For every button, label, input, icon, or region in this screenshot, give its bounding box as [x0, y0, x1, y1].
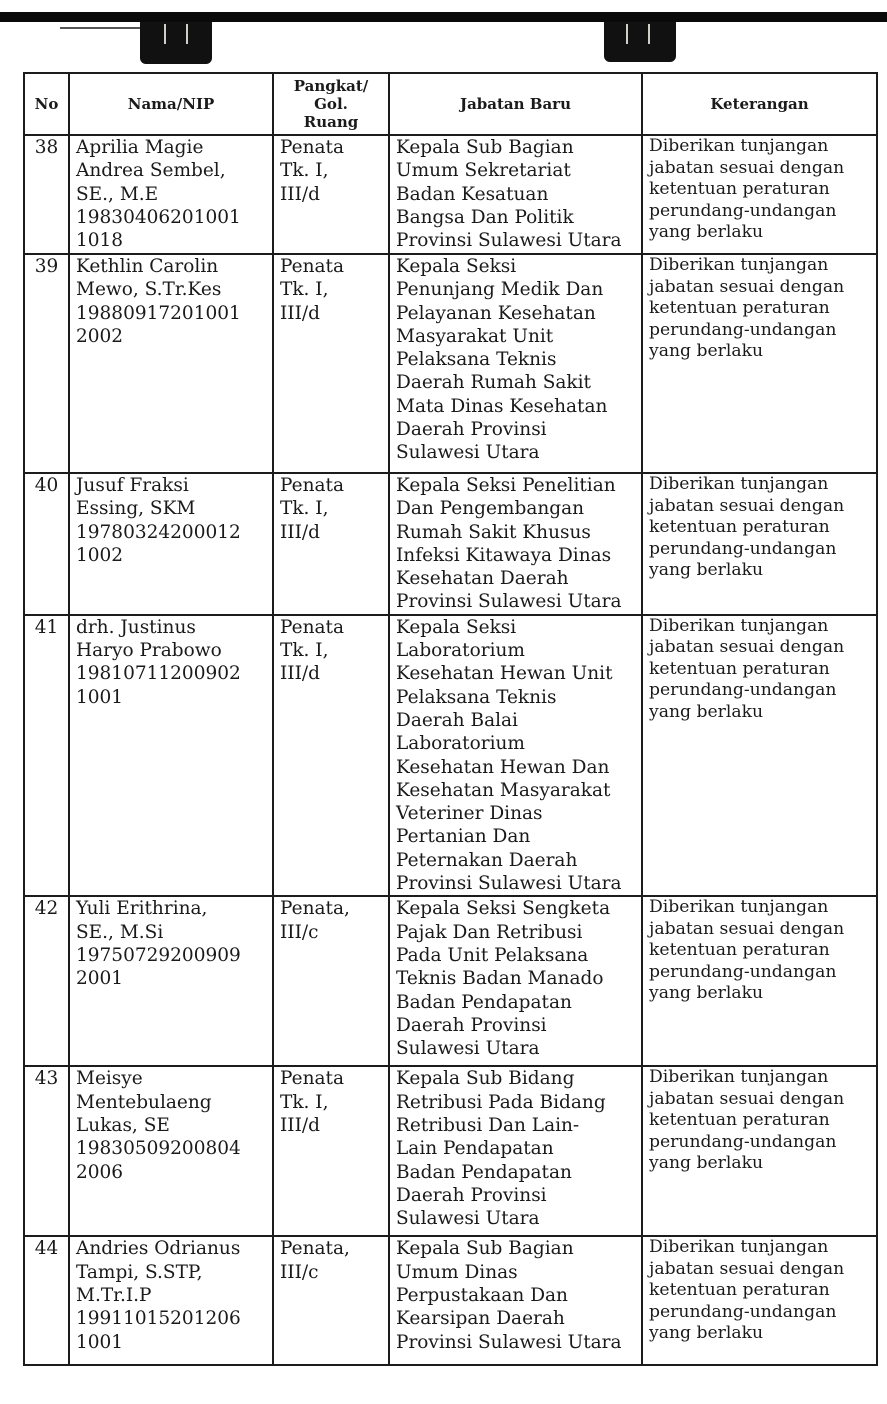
- cell-pangkat-line: Penata: [280, 475, 344, 496]
- cell-keterangan-line: jabatan sesuai dengan: [649, 1088, 845, 1109]
- cell-jabatan-baru-line: Masyarakat Unit: [396, 325, 554, 347]
- cell-keterangan-line: Diberikan tunjangan: [649, 474, 829, 494]
- cell-pangkat-line: Tk. I,: [280, 498, 329, 520]
- cell-jabatan-baru-line: Kepala Sub Bidang: [396, 1068, 575, 1090]
- cell-nama-nip-line: 19911015201206: [76, 1308, 241, 1330]
- cell-pangkat-line: III/c: [280, 921, 319, 943]
- cell-pangkat-line: III/d: [280, 663, 320, 685]
- cell-keterangan-line: perundang-undangan: [649, 1301, 837, 1322]
- cell-nama-nip-line: 19880917201001: [76, 302, 241, 324]
- binder-top-bar: [0, 12, 887, 22]
- cell-nama-nip-line: 2002: [76, 325, 124, 347]
- cell-jabatan-baru-line: Daerah Provinsi: [396, 1184, 547, 1206]
- cell-jabatan-baru-line: Sulawesi Utara: [396, 1038, 540, 1060]
- cell-keterangan-line: yang berlaku: [649, 983, 764, 1004]
- cell-keterangan-line: ketentuan peraturan: [649, 940, 830, 961]
- cell-jabatan-baru-line: Kesehatan Masyarakat: [396, 779, 611, 801]
- cell-jabatan-baru-line: Pertanian Dan: [396, 826, 531, 848]
- cell-nama-nip-line: 19810711200902: [76, 663, 241, 685]
- cell-nama-nip: [69, 1066, 273, 1236]
- cell-no: 41: [24, 615, 69, 897]
- cell-nama-nip-line: 19780324200012: [76, 521, 241, 543]
- cell-jabatan-baru-line: Daerah Balai: [396, 709, 518, 731]
- cell-pangkat-line: Penata,: [280, 1238, 350, 1260]
- cell-jabatan-baru-line: Pada Unit Pelaksana: [396, 944, 589, 966]
- cell-keterangan-line: yang berlaku: [649, 1153, 764, 1174]
- cell-keterangan: [642, 135, 877, 254]
- cell-keterangan-line: perundang-undangan: [649, 200, 837, 221]
- cell-keterangan-line: ketentuan peraturan: [649, 298, 830, 318]
- cell-pangkat: [273, 1236, 389, 1365]
- cell-keterangan-line: Diberikan tunjangan: [649, 136, 829, 156]
- cell-nama-nip-line: 1001: [76, 1331, 124, 1353]
- cell-jabatan-baru-line: Penunjang Medik Dan: [396, 279, 604, 301]
- cell-pangkat-line: III/d: [280, 521, 320, 543]
- header-pangkat-line: Pangkat/: [293, 77, 369, 95]
- cell-pangkat: [273, 135, 389, 254]
- header-pangkat-line: Ruang: [303, 113, 359, 131]
- cell-pangkat-line: III/c: [280, 1261, 319, 1283]
- cell-jabatan-baru-line: Laboratorium: [396, 733, 525, 755]
- cell-keterangan-line: jabatan sesuai dengan: [649, 637, 845, 658]
- cell-jabatan-baru: [389, 1066, 642, 1236]
- cell-pangkat-line: III/d: [280, 183, 320, 205]
- cell-jabatan-baru-line: Kepala Seksi Penelitian: [396, 475, 616, 496]
- header-pangkat-line: Gol.: [314, 95, 348, 113]
- cell-no: 38: [24, 135, 69, 254]
- table-row: [24, 1236, 877, 1365]
- cell-nama-nip-line: 1001: [76, 686, 124, 708]
- cell-pangkat: [273, 615, 389, 897]
- cell-keterangan-line: jabatan sesuai dengan: [649, 918, 845, 939]
- cell-nama-nip-line: Andries Odrianus: [76, 1238, 241, 1260]
- cell-keterangan-line: Diberikan tunjangan: [649, 1237, 829, 1258]
- cell-jabatan-baru-line: Kesehatan Daerah: [396, 568, 569, 590]
- cell-jabatan-baru-line: Kesehatan Hewan Unit: [396, 663, 613, 685]
- cell-jabatan-baru-line: Pelayanan Kesehatan: [396, 302, 596, 324]
- cell-keterangan-line: jabatan sesuai dengan: [649, 495, 845, 516]
- cell-keterangan: [642, 254, 877, 473]
- cell-nama-nip-line: drh. Justinus: [76, 616, 196, 638]
- cell-nama-nip-line: 19830509200804: [76, 1138, 241, 1160]
- table-row: [24, 254, 877, 473]
- cell-pangkat-line: Tk. I,: [280, 279, 329, 301]
- cell-jabatan-baru-line: Kepala Seksi: [396, 256, 517, 277]
- cell-keterangan-line: perundang-undangan: [649, 680, 837, 701]
- cell-jabatan-baru-line: Retribusi Dan Lain-: [396, 1114, 580, 1136]
- cell-jabatan-baru-line: Veteriner Dinas: [396, 803, 543, 825]
- cell-nama-nip-line: 1018: [76, 230, 124, 252]
- cell-nama-nip-line: Mewo, S.Tr.Kes: [76, 279, 222, 301]
- cell-keterangan-line: perundang-undangan: [649, 538, 837, 559]
- cell-jabatan-baru: [389, 1236, 642, 1365]
- cell-nama-nip-line: Meisye: [76, 1068, 143, 1090]
- cell-pangkat: [273, 473, 389, 615]
- personnel-table: [23, 72, 878, 1366]
- cell-pangkat: [273, 254, 389, 473]
- table-row: [24, 896, 877, 1066]
- cell-keterangan-line: perundang-undangan: [649, 1131, 837, 1152]
- cell-jabatan-baru-line: Teknis Badan Manado: [396, 968, 604, 990]
- cell-jabatan-baru-line: Kesehatan Hewan Dan: [396, 756, 610, 778]
- cell-nama-nip-line: SE., M.Si: [76, 921, 164, 943]
- cell-jabatan-baru-line: Provinsi Sulawesi Utara: [396, 230, 622, 252]
- cell-keterangan-line: Diberikan tunjangan: [649, 1067, 829, 1088]
- cell-jabatan-baru-line: Badan Kesatuan: [396, 183, 549, 205]
- cell-jabatan-baru: [389, 615, 642, 897]
- cell-jabatan-baru-line: Badan Pendapatan: [396, 991, 572, 1013]
- cell-pangkat-line: Penata,: [280, 898, 350, 920]
- header-nama-nip: Nama/NIP: [69, 73, 273, 135]
- cell-nama-nip-line: Lukas, SE: [76, 1114, 170, 1136]
- cell-no: 44: [24, 1236, 69, 1365]
- cell-jabatan-baru-line: Pelaksana Teknis: [396, 349, 557, 371]
- cell-keterangan-line: yang berlaku: [649, 701, 764, 722]
- cell-pangkat-line: III/d: [280, 302, 320, 324]
- cell-nama-nip-line: Kethlin Carolin: [76, 256, 219, 277]
- table-row: [24, 1066, 877, 1236]
- binder-clip-right: [604, 22, 676, 62]
- cell-jabatan-baru: [389, 896, 642, 1066]
- header-no: No: [24, 73, 69, 135]
- cell-jabatan-baru: [389, 135, 642, 254]
- cell-jabatan-baru-line: Umum Dinas: [396, 1261, 518, 1283]
- cell-jabatan-baru-line: Daerah Rumah Sakit: [396, 372, 591, 394]
- cell-jabatan-baru-line: Rumah Sakit Khusus: [396, 521, 591, 543]
- cell-nama-nip: [69, 473, 273, 615]
- table-row: [24, 615, 877, 897]
- cell-pangkat-line: Penata: [280, 256, 344, 277]
- cell-jabatan-baru-line: Infeksi Kitawaya Dinas: [396, 544, 612, 566]
- cell-keterangan: [642, 1236, 877, 1365]
- cell-nama-nip-line: Tampi, S.STP,: [76, 1261, 203, 1283]
- cell-keterangan-line: ketentuan peraturan: [649, 179, 830, 199]
- cell-jabatan-baru-line: Kepala Sub Bagian: [396, 137, 574, 158]
- header-pangkat: [273, 73, 389, 135]
- cell-pangkat-line: III/d: [280, 1114, 320, 1136]
- cell-keterangan-line: ketentuan peraturan: [649, 1280, 830, 1301]
- cell-no: 43: [24, 1066, 69, 1236]
- cell-keterangan: [642, 896, 877, 1066]
- cell-jabatan-baru-line: Retribusi Pada Bidang: [396, 1091, 606, 1113]
- cell-keterangan-line: Diberikan tunjangan: [649, 897, 829, 918]
- cell-nama-nip-line: Essing, SKM: [76, 498, 196, 520]
- table-row: [24, 473, 877, 615]
- cell-nama-nip-line: SE., M.E: [76, 183, 159, 205]
- cell-keterangan-line: jabatan sesuai dengan: [649, 1258, 845, 1279]
- cell-jabatan-baru-line: Kepala Seksi: [396, 616, 517, 638]
- cell-keterangan-line: perundang-undangan: [649, 961, 837, 982]
- cell-jabatan-baru-line: Umum Sekretariat: [396, 160, 571, 182]
- cell-nama-nip-line: 1002: [76, 544, 124, 566]
- cell-nama-nip: [69, 896, 273, 1066]
- cell-jabatan-baru-line: Provinsi Sulawesi Utara: [396, 873, 622, 895]
- cell-jabatan-baru-line: Sulawesi Utara: [396, 442, 540, 464]
- cell-pangkat-line: Penata: [280, 1068, 344, 1090]
- cell-nama-nip: [69, 135, 273, 254]
- cell-pangkat: [273, 896, 389, 1066]
- cell-jabatan-baru: [389, 254, 642, 473]
- cell-keterangan-line: jabatan sesuai dengan: [649, 157, 845, 178]
- cell-nama-nip-line: Mentebulaeng: [76, 1091, 212, 1113]
- table-header-row: [24, 73, 877, 135]
- cell-nama-nip-line: Andrea Sembel,: [76, 160, 226, 182]
- cell-jabatan-baru-line: Provinsi Sulawesi Utara: [396, 1331, 622, 1353]
- cell-keterangan-line: perundang-undangan: [649, 319, 837, 340]
- cell-nama-nip-line: M.Tr.I.P: [76, 1284, 152, 1306]
- cell-pangkat: [273, 1066, 389, 1236]
- cell-keterangan-line: yang berlaku: [649, 222, 764, 242]
- cell-nama-nip-line: 19750729200909: [76, 944, 241, 966]
- cell-pangkat-line: Tk. I,: [280, 160, 329, 182]
- cell-keterangan-line: ketentuan peraturan: [649, 658, 830, 679]
- cell-nama-nip-line: 2006: [76, 1161, 124, 1183]
- cell-keterangan: [642, 473, 877, 615]
- cell-jabatan-baru-line: Pajak Dan Retribusi: [396, 921, 583, 943]
- cell-no: 39: [24, 254, 69, 473]
- cell-jabatan-baru-line: Sulawesi Utara: [396, 1208, 540, 1230]
- cell-keterangan-line: ketentuan peraturan: [649, 517, 830, 537]
- header-keterangan: Keterangan: [642, 73, 877, 135]
- cell-keterangan-line: ketentuan peraturan: [649, 1110, 830, 1131]
- cell-jabatan-baru-line: Dan Pengembangan: [396, 498, 585, 520]
- cell-keterangan-line: Diberikan tunjangan: [649, 255, 829, 275]
- cell-keterangan-line: yang berlaku: [649, 341, 764, 361]
- cell-nama-nip-line: Yuli Erithrina,: [76, 898, 208, 920]
- cell-jabatan-baru-line: Perpustakaan Dan: [396, 1284, 568, 1306]
- cell-nama-nip: [69, 615, 273, 897]
- cell-keterangan: [642, 615, 877, 897]
- cell-jabatan-baru-line: Bangsa Dan Politik: [396, 206, 574, 228]
- cell-keterangan-line: jabatan sesuai dengan: [649, 276, 845, 297]
- cell-no: 40: [24, 473, 69, 615]
- cell-keterangan-line: yang berlaku: [649, 560, 764, 580]
- cell-pangkat-line: Penata: [280, 616, 344, 638]
- cell-jabatan-baru-line: Mata Dinas Kesehatan: [396, 395, 608, 417]
- cell-jabatan-baru-line: Daerah Provinsi: [396, 1014, 547, 1036]
- cell-jabatan-baru-line: Badan Pendapatan: [396, 1161, 572, 1183]
- cell-jabatan-baru-line: Lain Pendapatan: [396, 1138, 554, 1160]
- cell-pangkat-line: Penata: [280, 137, 344, 158]
- header-jabatan-baru: Jabatan Baru: [389, 73, 642, 135]
- cell-nama-nip-line: Jusuf Fraksi: [76, 475, 189, 496]
- cell-keterangan-line: Diberikan tunjangan: [649, 615, 829, 636]
- cell-keterangan: [642, 1066, 877, 1236]
- cell-jabatan-baru-line: Kepala Sub Bagian: [396, 1238, 574, 1260]
- table-row: [24, 135, 877, 254]
- cell-no: 42: [24, 896, 69, 1066]
- binder-clip-left: [140, 22, 212, 64]
- cell-jabatan-baru: [389, 473, 642, 615]
- cell-jabatan-baru-line: Pelaksana Teknis: [396, 686, 557, 708]
- cell-nama-nip-line: Aprilia Magie: [76, 137, 204, 158]
- cell-jabatan-baru-line: Provinsi Sulawesi Utara: [396, 591, 622, 613]
- cell-jabatan-baru-line: Peternakan Daerah: [396, 849, 578, 871]
- cell-nama-nip: [69, 254, 273, 473]
- cell-jabatan-baru-line: Kepala Seksi Sengketa: [396, 898, 611, 920]
- cell-keterangan-line: yang berlaku: [649, 1323, 764, 1344]
- cell-nama-nip-line: 2001: [76, 968, 124, 990]
- cell-nama-nip-line: 19830406201001: [76, 206, 241, 228]
- cell-pangkat-line: Tk. I,: [280, 640, 329, 662]
- cell-jabatan-baru-line: Kearsipan Daerah: [396, 1308, 565, 1330]
- cell-pangkat-line: Tk. I,: [280, 1091, 329, 1113]
- cell-nama-nip-line: Haryo Prabowo: [76, 640, 222, 662]
- cell-nama-nip: [69, 1236, 273, 1365]
- cell-jabatan-baru-line: Daerah Provinsi: [396, 419, 547, 441]
- cell-jabatan-baru-line: Laboratorium: [396, 640, 525, 662]
